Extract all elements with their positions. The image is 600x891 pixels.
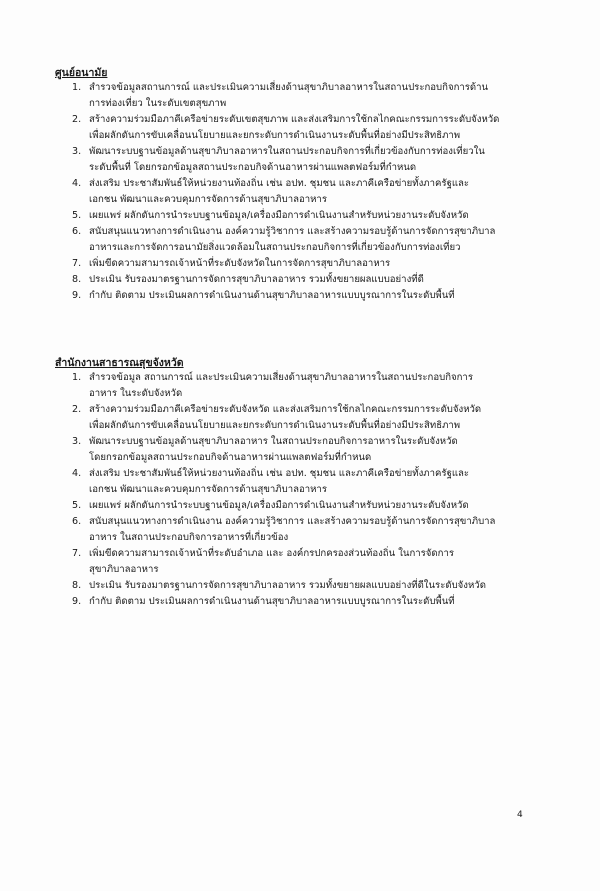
item-text-line: กำกับ ติดตาม ประเมินผลการดำเนินงานด้านสุขาภิบาลอาหารแบบบูรณาการในระดับพื้นที่ (89, 596, 455, 607)
list-item (55, 272, 555, 288)
list-item (55, 514, 555, 546)
item-number: 6. (72, 226, 82, 237)
item-text-line: สร้างความร่วมมือภาคีเครือข่ายระดับเขตสุขภาพ และส่งเสริมการใช้กลไกคณะกรรมการระดับจังหวัด (89, 114, 500, 125)
list-item (55, 288, 555, 304)
item-text-line: สำรวจข้อมูลสถานการณ์ และประเมินความเสี่ยงด้านสุขาภิบาลอาหารในสถานประกอบกิจการด้าน (89, 82, 489, 93)
item-number: 1. (72, 372, 82, 383)
item-number: 5. (72, 210, 82, 221)
item-text-line: เพื่อผลักดันการขับเคลื่อนนโยบายและยกระดับการดำเนินงานระดับพื้นที่อย่างมีประสิทธิภาพ (89, 420, 461, 431)
section-heading: ศูนย์อนามัย (55, 67, 108, 79)
item-text-line: อาหารและการจัดการอนามัยสิ่งแวดล้อมในสถานประกอบกิจการที่เกี่ยวข้องกับการท่องเที่ยว (89, 242, 461, 253)
item-text-line: เพิ่มขีดความสามารถเจ้าหน้าที่ระดับอำเภอ และ องค์กรปกครองส่วนท้องถิ่น ในการจัดการ (89, 548, 455, 559)
item-number: 3. (72, 146, 82, 157)
item-number: 2. (72, 404, 82, 415)
item-number: 4. (72, 468, 82, 479)
list-item (55, 434, 555, 466)
list-item (55, 80, 555, 112)
section-health-center (55, 66, 555, 304)
item-text-line: พัฒนาระบบฐานข้อมูลด้านสุขาภิบาลอาหาร ในสถานประกอบกิจการอาหารในระดับจังหวัด (89, 436, 458, 447)
item-number: 7. (72, 548, 82, 559)
item-text-line: สุขาภิบาลอาหาร (89, 564, 159, 575)
item-text-line: อาหาร ในสถานประกอบกิจการอาหารที่เกี่ยวข้อง (89, 532, 289, 543)
item-number: 7. (72, 258, 82, 269)
item-text-line: พัฒนาระบบฐานข้อมูลด้านสุขาภิบาลอาหารในสถานประกอบกิจการที่เกี่ยวข้องกับการท่องเที่ยวใน (89, 146, 485, 157)
item-text-line: เพิ่มขีดความสามารถเจ้าหน้าที่ระดับจังหวัดในการจัดการสุขาภิบาลอาหาร (89, 258, 391, 269)
item-text-line: การท่องเที่ยว ในระดับเขตสุขภาพ (89, 98, 227, 109)
list-item (55, 594, 555, 610)
list-item (55, 370, 555, 402)
list-item (55, 224, 555, 256)
item-text-line: โดยกรอกข้อมูลสถานประกอบกิจด้านอาหารผ่านแพลตฟอร์มที่กำหนด (89, 452, 372, 463)
item-text-line: เผยแพร่ ผลักดันการนำระบบฐานข้อมูล/เครื่องมือการดำเนินงานสำหรับหน่วยงานระดับจังหวัด (89, 500, 469, 511)
item-number: 9. (72, 290, 82, 301)
list-item (55, 144, 555, 176)
list-item (55, 176, 555, 208)
numbered-list (55, 370, 555, 610)
item-text-line: เพื่อผลักดันการขับเคลื่อนนโยบายและยกระดับการดำเนินงานระดับพื้นที่อย่างมีประสิทธิภาพ (89, 130, 461, 141)
list-item (55, 546, 555, 578)
list-item (55, 466, 555, 498)
item-number: 8. (72, 274, 82, 285)
list-item (55, 112, 555, 144)
item-number: 8. (72, 580, 82, 591)
list-item (55, 578, 555, 594)
item-number: 2. (72, 114, 82, 125)
list-item (55, 498, 555, 514)
page-number: 4 (517, 810, 523, 820)
section-heading: สำนักงานสาธารณสุขจังหวัด (55, 357, 184, 369)
item-text-line: สร้างความร่วมมือภาคีเครือข่ายระดับจังหวัด และส่งเสริมการใช้กลไกคณะกรรมการระดับจังหวัด (89, 404, 482, 415)
item-number: 6. (72, 516, 82, 527)
item-text-line: เผยแพร่ ผลักดันการนำระบบฐานข้อมูล/เครื่องมือการดำเนินงานสำหรับหน่วยงานระดับจังหวัด (89, 210, 469, 221)
item-text-line: กำกับ ติดตาม ประเมินผลการดำเนินงานด้านสุขาภิบาลอาหารแบบบูรณาการในระดับพื้นที่ (89, 290, 455, 301)
item-text-line: ส่งเสริม ประชาสัมพันธ์ให้หน่วยงานท้องถิ่น เช่น อปท. ชุมชน และภาคีเครือข่ายทั้งภาครัฐและ (89, 468, 470, 479)
item-text-line: อาหาร ในระดับจังหวัด (89, 388, 183, 399)
item-number: 4. (72, 178, 82, 189)
section-provincial-health-office (55, 356, 555, 610)
item-text-line: สนับสนุนแนวทางการดำเนินงาน องค์ความรู้วิชาการ และสร้างความรอบรู้ด้านการจัดการสุขาภิบาล (89, 516, 496, 527)
list-item (55, 256, 555, 272)
list-item (55, 402, 555, 434)
item-number: 3. (72, 436, 82, 447)
item-number: 1. (72, 82, 82, 93)
item-text-line: ส่งเสริม ประชาสัมพันธ์ให้หน่วยงานท้องถิ่น เช่น อปท. ชุมชน และภาคีเครือข่ายทั้งภาครัฐและ (89, 178, 470, 189)
item-text-line: ประเมิน รับรองมาตรฐานการจัดการสุขาภิบาลอาหาร รวมทั้งขยายผลแบบอย่างที่ดี (89, 274, 424, 285)
item-text-line: เอกชน พัฒนาและควบคุมการจัดการด้านสุขาภิบาลอาหาร (89, 194, 327, 205)
numbered-list (55, 80, 555, 304)
list-item (55, 208, 555, 224)
item-number: 5. (72, 500, 82, 511)
item-text-line: ระดับพื้นที่ โดยกรอกข้อมูลสถานประกอบกิจด้านอาหารผ่านแพลตฟอร์มที่กำหนด (89, 162, 417, 173)
item-text-line: ประเมิน รับรองมาตรฐานการจัดการสุขาภิบาลอาหาร รวมทั้งขยายผลแบบอย่างที่ดีในระดับจังหวัด (89, 580, 486, 591)
item-number: 9. (72, 596, 82, 607)
item-text-line: เอกชน พัฒนาและควบคุมการจัดการด้านสุขาภิบาลอาหาร (89, 484, 327, 495)
item-text-line: สำรวจข้อมูล สถานการณ์ และประเมินความเสี่ยงด้านสุขาภิบาลอาหารในสถานประกอบกิจการ (89, 372, 473, 383)
item-text-line: สนับสนุนแนวทางการดำเนินงาน องค์ความรู้วิชาการ และสร้างความรอบรู้ด้านการจัดการสุขาภิบาล (89, 226, 496, 237)
